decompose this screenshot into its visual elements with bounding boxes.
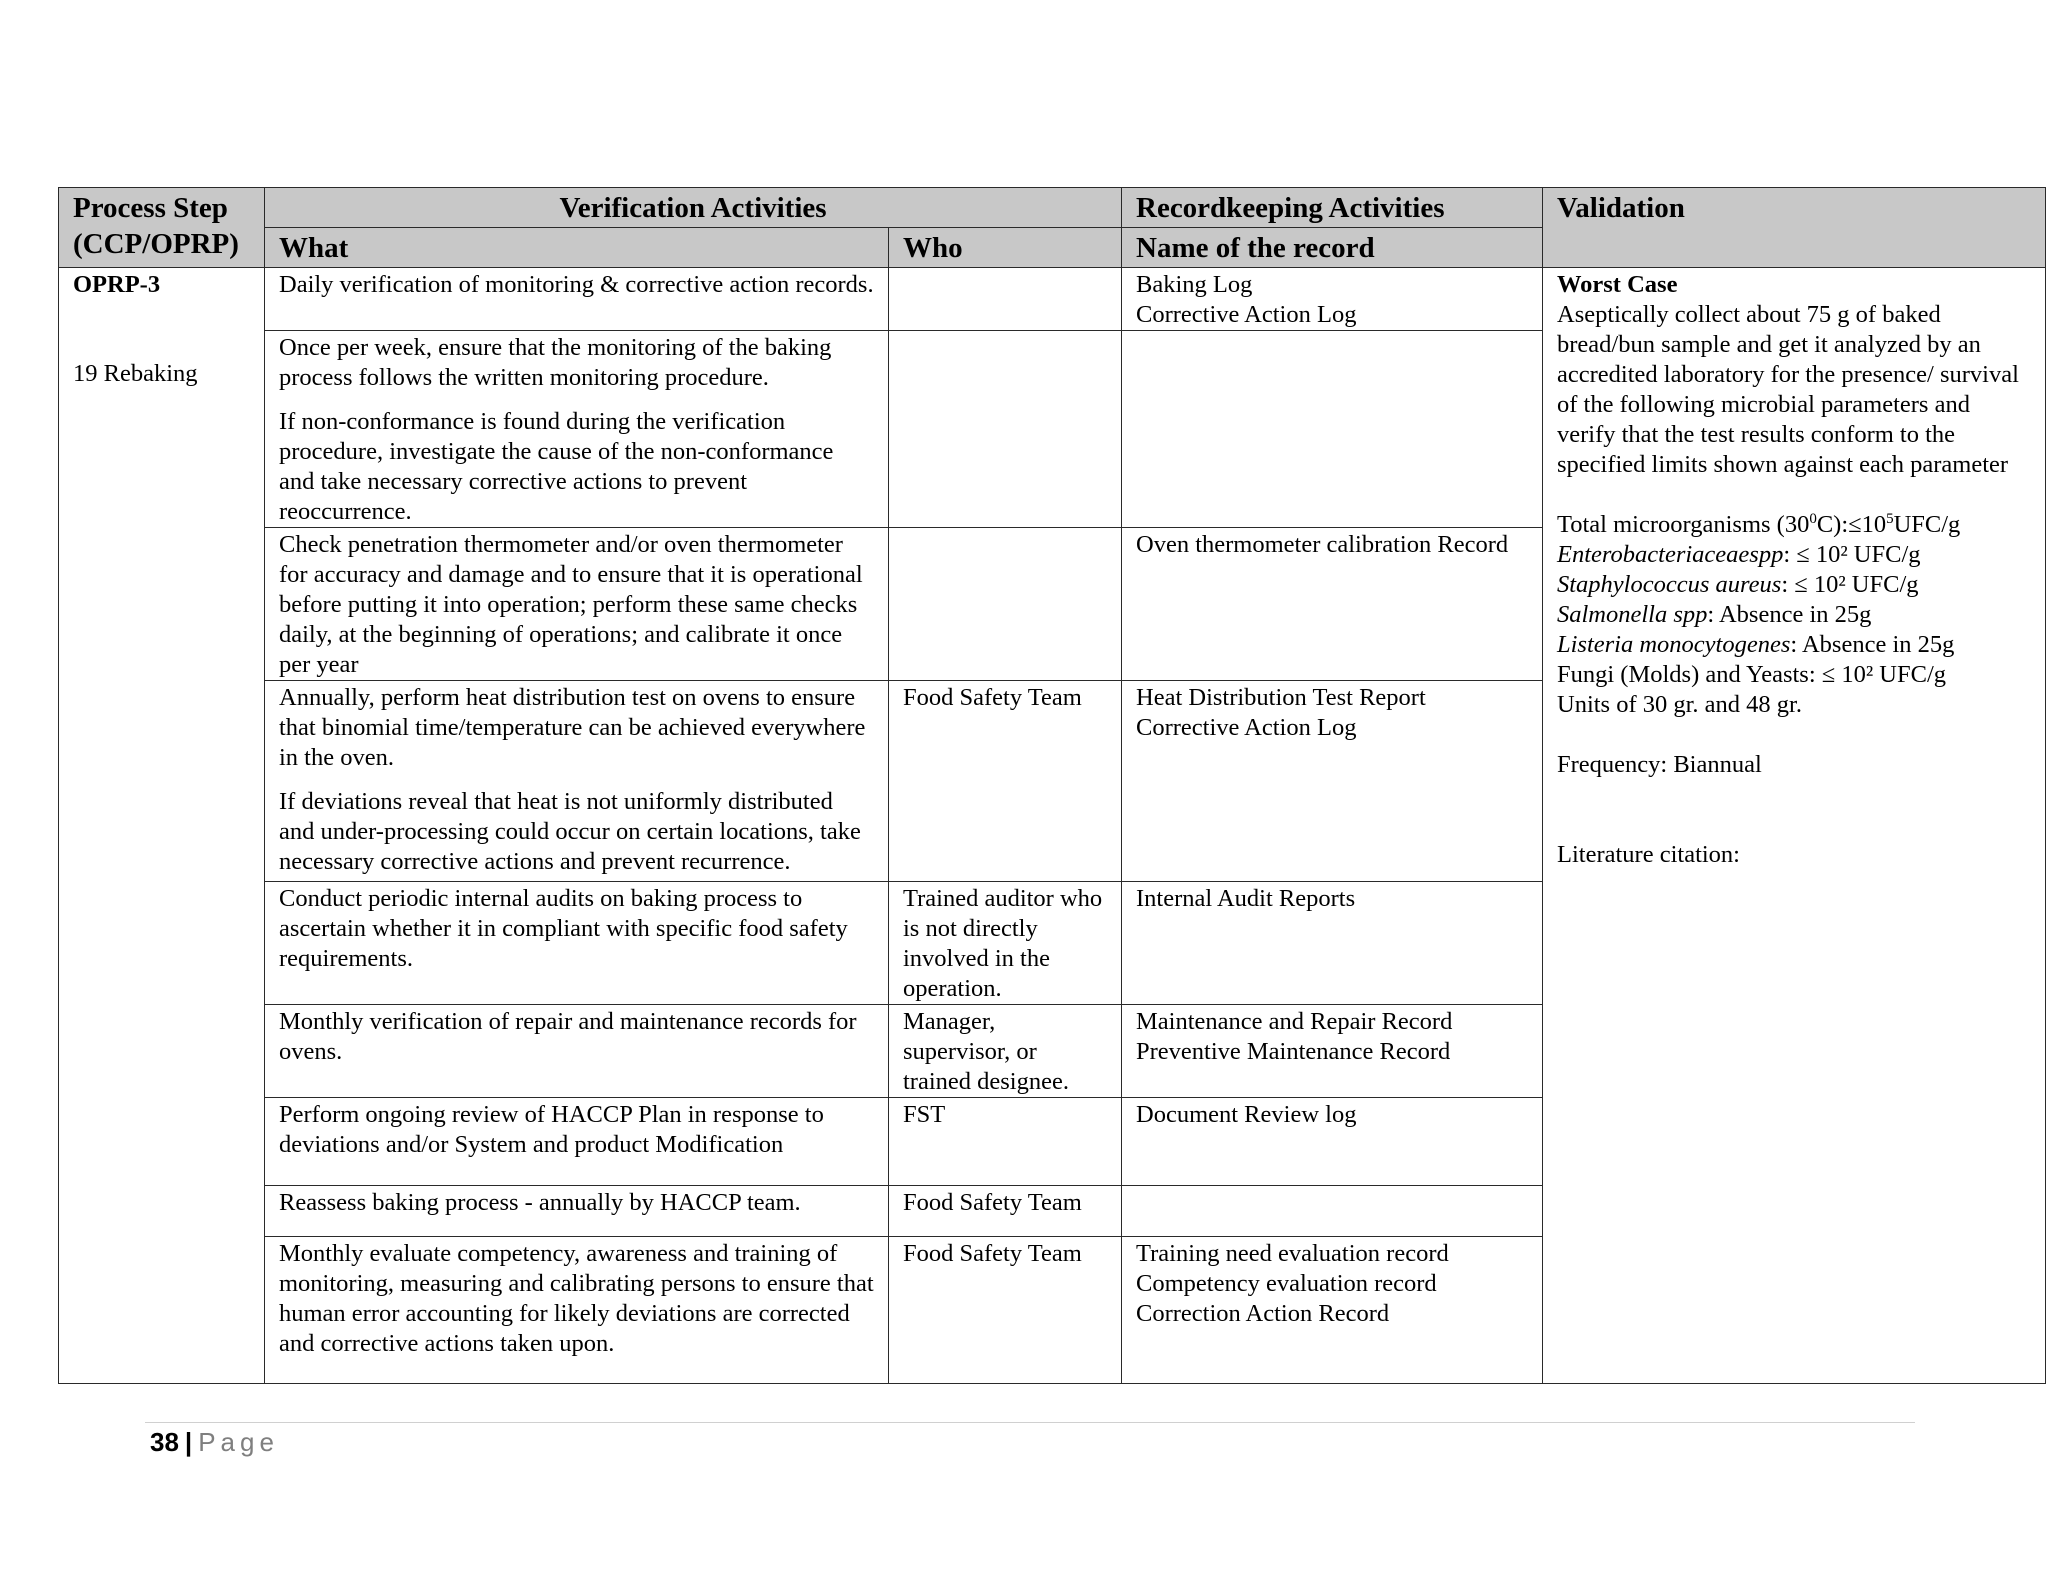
record-cell: Maintenance and Repair Record Preventive Maintenance Record — [1122, 1005, 1543, 1098]
validation-param: Salmonella spp: Absence in 25g — [1557, 601, 1872, 628]
what-cell: Check penetration thermometer and/or oven thermometer for accuracy and damage and to ensure that it is operational before putting it into operation; perform these same checks daily, at the beginning of operations; and calibrate it once per year — [265, 528, 889, 681]
header-record-name: Name of the record — [1122, 228, 1543, 268]
validation-heading: Worst Case — [1557, 271, 1678, 298]
header-verification-activities: Verification Activities — [265, 188, 1122, 228]
who-cell: FST — [889, 1098, 1122, 1186]
record-cell — [1122, 331, 1543, 528]
table-row — [59, 268, 2046, 331]
what-cell: Monthly verification of repair and maintenance records for ovens. — [265, 1005, 889, 1098]
header-validation: Validation — [1543, 188, 2046, 268]
record-cell: Internal Audit Reports — [1122, 882, 1543, 1005]
validation-total-microorganisms: Total microorganisms $(30^0C):\le 10^5UFC/g$ — [1557, 510, 1961, 538]
record-cell: Heat Distribution Test Report Corrective Action Log — [1122, 681, 1543, 882]
record-cell: Baking Log Corrective Action Log — [1122, 268, 1543, 331]
validation-fungi: Fungi (Molds) and Yeasts: ≤ 10² UFC/g — [1557, 661, 1947, 688]
who-cell — [889, 528, 1122, 681]
validation-cell — [1543, 268, 2046, 1384]
validation-param: Listeria monocytogenes: Absence in 25g — [1557, 631, 1955, 658]
page-label: Page — [198, 1427, 279, 1457]
footer-divider — [145, 1422, 1915, 1423]
who-cell: Food Safety Team — [889, 1186, 1122, 1237]
who-cell — [889, 268, 1122, 331]
validation-frequency: Frequency: Biannual — [1557, 751, 1762, 778]
page-number: 38 — [150, 1427, 179, 1457]
what-cell: Monthly evaluate competency, awareness and training of monitoring, measuring and calibrating persons to ensure that human error accounting for likely deviations are corrected and corrective actions taken upon. — [265, 1237, 889, 1384]
header-process-step: Process Step (CCP/OPRP) — [59, 188, 265, 268]
what-cell: Once per week, ensure that the monitoring of the baking process follows the written monitoring procedure. If non-conformance is found during the verification procedure, investigate the cause of the non-conformance and take necessary corrective actions to prevent reoccurrence. — [265, 331, 889, 528]
who-cell: Food Safety Team — [889, 681, 1122, 882]
record-cell: Document Review log — [1122, 1098, 1543, 1186]
record-cell: Training need evaluation record Competency evaluation record Correction Action Record — [1122, 1237, 1543, 1384]
validation-param: Staphylococcus aureus: ≤ 10² UFC/g — [1557, 571, 1919, 598]
page-footer — [150, 1427, 279, 1458]
what-cell: Daily verification of monitoring & corrective action records. — [265, 268, 889, 331]
haccp-verification-table — [58, 187, 2046, 1384]
who-cell — [889, 331, 1122, 528]
who-cell: Manager, supervisor, or trained designee. — [889, 1005, 1122, 1098]
validation-units: Units of 30 gr. and 48 gr. — [1557, 691, 1802, 718]
what-cell: Reassess baking process - annually by HACCP team. — [265, 1186, 889, 1237]
who-cell: Trained auditor who is not directly involved in the operation. — [889, 882, 1122, 1005]
what-cell: Perform ongoing review of HACCP Plan in response to deviations and/or System and product Modification — [265, 1098, 889, 1186]
record-cell: Oven thermometer calibration Record — [1122, 528, 1543, 681]
process-step-code: OPRP-3 — [73, 271, 161, 298]
what-cell: Annually, perform heat distribution test on ovens to ensure that binomial time/temperature can be achieved everywhere in the oven. If deviations reveal that heat is not uniformly distributed and under-processing could occur on certain locations, take necessary corrective actions and prevent recurrence. — [265, 681, 889, 882]
validation-citation: Literature citation: — [1557, 841, 1740, 868]
what-cell: Conduct periodic internal audits on baking process to ascertain whether it in compliant with specific food safety requirements. — [265, 882, 889, 1005]
process-step-cell — [59, 268, 265, 1384]
validation-intro: Aseptically collect about 75 g of baked bread/bun sample and get it analyzed by an accredited laboratory for the presence/ survival of the following microbial parameters and verify that the test results conform to the specified limits shown against each parameter — [1557, 301, 2019, 478]
who-cell: Food Safety Team — [889, 1237, 1122, 1384]
header-who: Who — [889, 228, 1122, 268]
validation-param: Enterobacteriaceaespp: ≤ 10² UFC/g — [1557, 541, 1921, 568]
header-what: What — [265, 228, 889, 268]
footer-separator: | — [184, 1427, 193, 1457]
process-step-name: 19 Rebaking — [73, 360, 198, 387]
record-cell — [1122, 1186, 1543, 1237]
header-recordkeeping-activities: Recordkeeping Activities — [1122, 188, 1543, 228]
